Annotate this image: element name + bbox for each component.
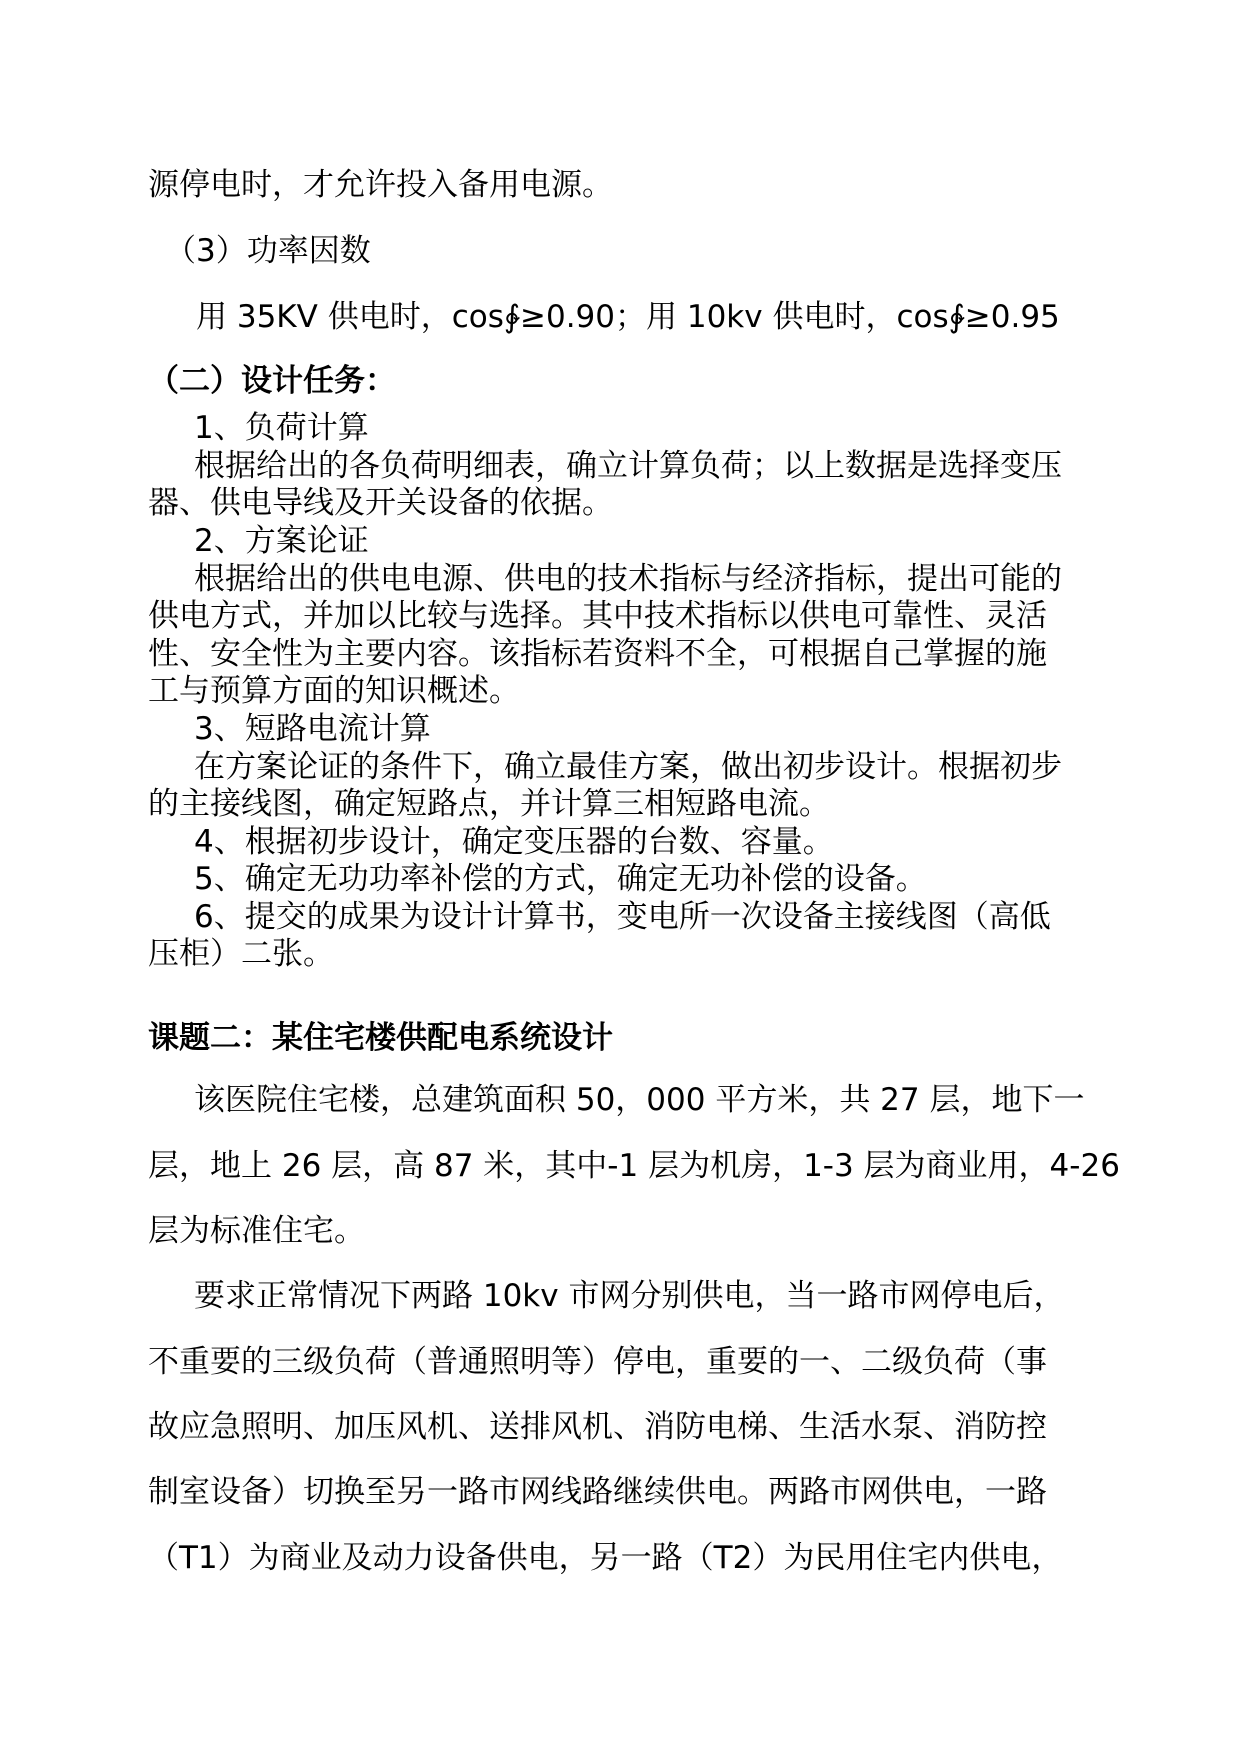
task-title-scheme-demonstration: 2、方案论证 [194,523,369,559]
text-line: 该医院住宅楼，总建筑面积 50，000 平方米，共 27 层，地下一 [194,1082,1085,1118]
text-line: 制室设备）切换至另一路市网线路继续供电。两路市网供电，一路 [148,1474,1047,1510]
power-factor-requirement: 用 35KV 供电时，cos∲≥0.90；用 10kv 供电时，cos∲≥0.95 [196,299,1060,335]
text-line: 的主接线图，确定短路点，并计算三相短路电流。 [148,786,830,822]
text-line: 源停电时，才允许投入备用电源。 [148,167,613,203]
topic-heading: 课题二：某住宅楼供配电系统设计 [148,1020,613,1056]
text-line: （T1）为商业及动力设备供电，另一路（T2）为民用住宅内供电， [148,1540,1063,1576]
task-item-5: 5、确定无功功率补偿的方式，确定无功补偿的设备。 [194,861,927,897]
text-line: 根据给出的供电电源、供电的技术指标与经济指标，提出可能的 [194,561,1062,597]
text-line: 层为标准住宅。 [148,1213,365,1249]
task-title-load-calculation: 1、负荷计算 [194,410,369,446]
text-line: 压柜）二张。 [148,936,334,972]
text-line: 供电方式，并加以比较与选择。其中技术指标以供电可靠性、灵活 [148,598,1047,634]
text-line: 在方案论证的条件下，确立最佳方案，做出初步设计。根据初步 [194,749,1062,785]
task-title-short-circuit: 3、短路电流计算 [194,711,431,747]
text-line: 性、安全性为主要内容。该指标若资料不全，可根据自己掌握的施 [148,636,1047,672]
text-line: 要求正常情况下两路 10kv 市网分别供电，当一路市网停电后， [194,1278,1065,1314]
text-line: 不重要的三级负荷（普通照明等）停电，重要的一、二级负荷（事 [148,1344,1047,1380]
task-item-4: 4、根据初步设计，确定变压器的台数、容量。 [194,824,834,860]
task-item-6: 6、提交的成果为设计计算书，变电所一次设备主接线图（高低 [194,899,1051,935]
text-line: 层，地上 26 层，高 87 米，其中-1 层为机房，1-3 层为商业用，4-26 [148,1148,1120,1184]
section-heading-design-tasks: （二）设计任务： [148,363,396,399]
subsection-power-factor: （3）功率因数 [165,233,371,269]
text-line: 器、供电导线及开关设备的依据。 [148,485,613,521]
text-line: 根据给出的各负荷明细表，确立计算负荷；以上数据是选择变压 [194,448,1062,484]
text-line: 工与预算方面的知识概述。 [148,673,520,709]
text-line: 故应急照明、加压风机、送排风机、消防电梯、生活水泵、消防控 [148,1409,1047,1445]
